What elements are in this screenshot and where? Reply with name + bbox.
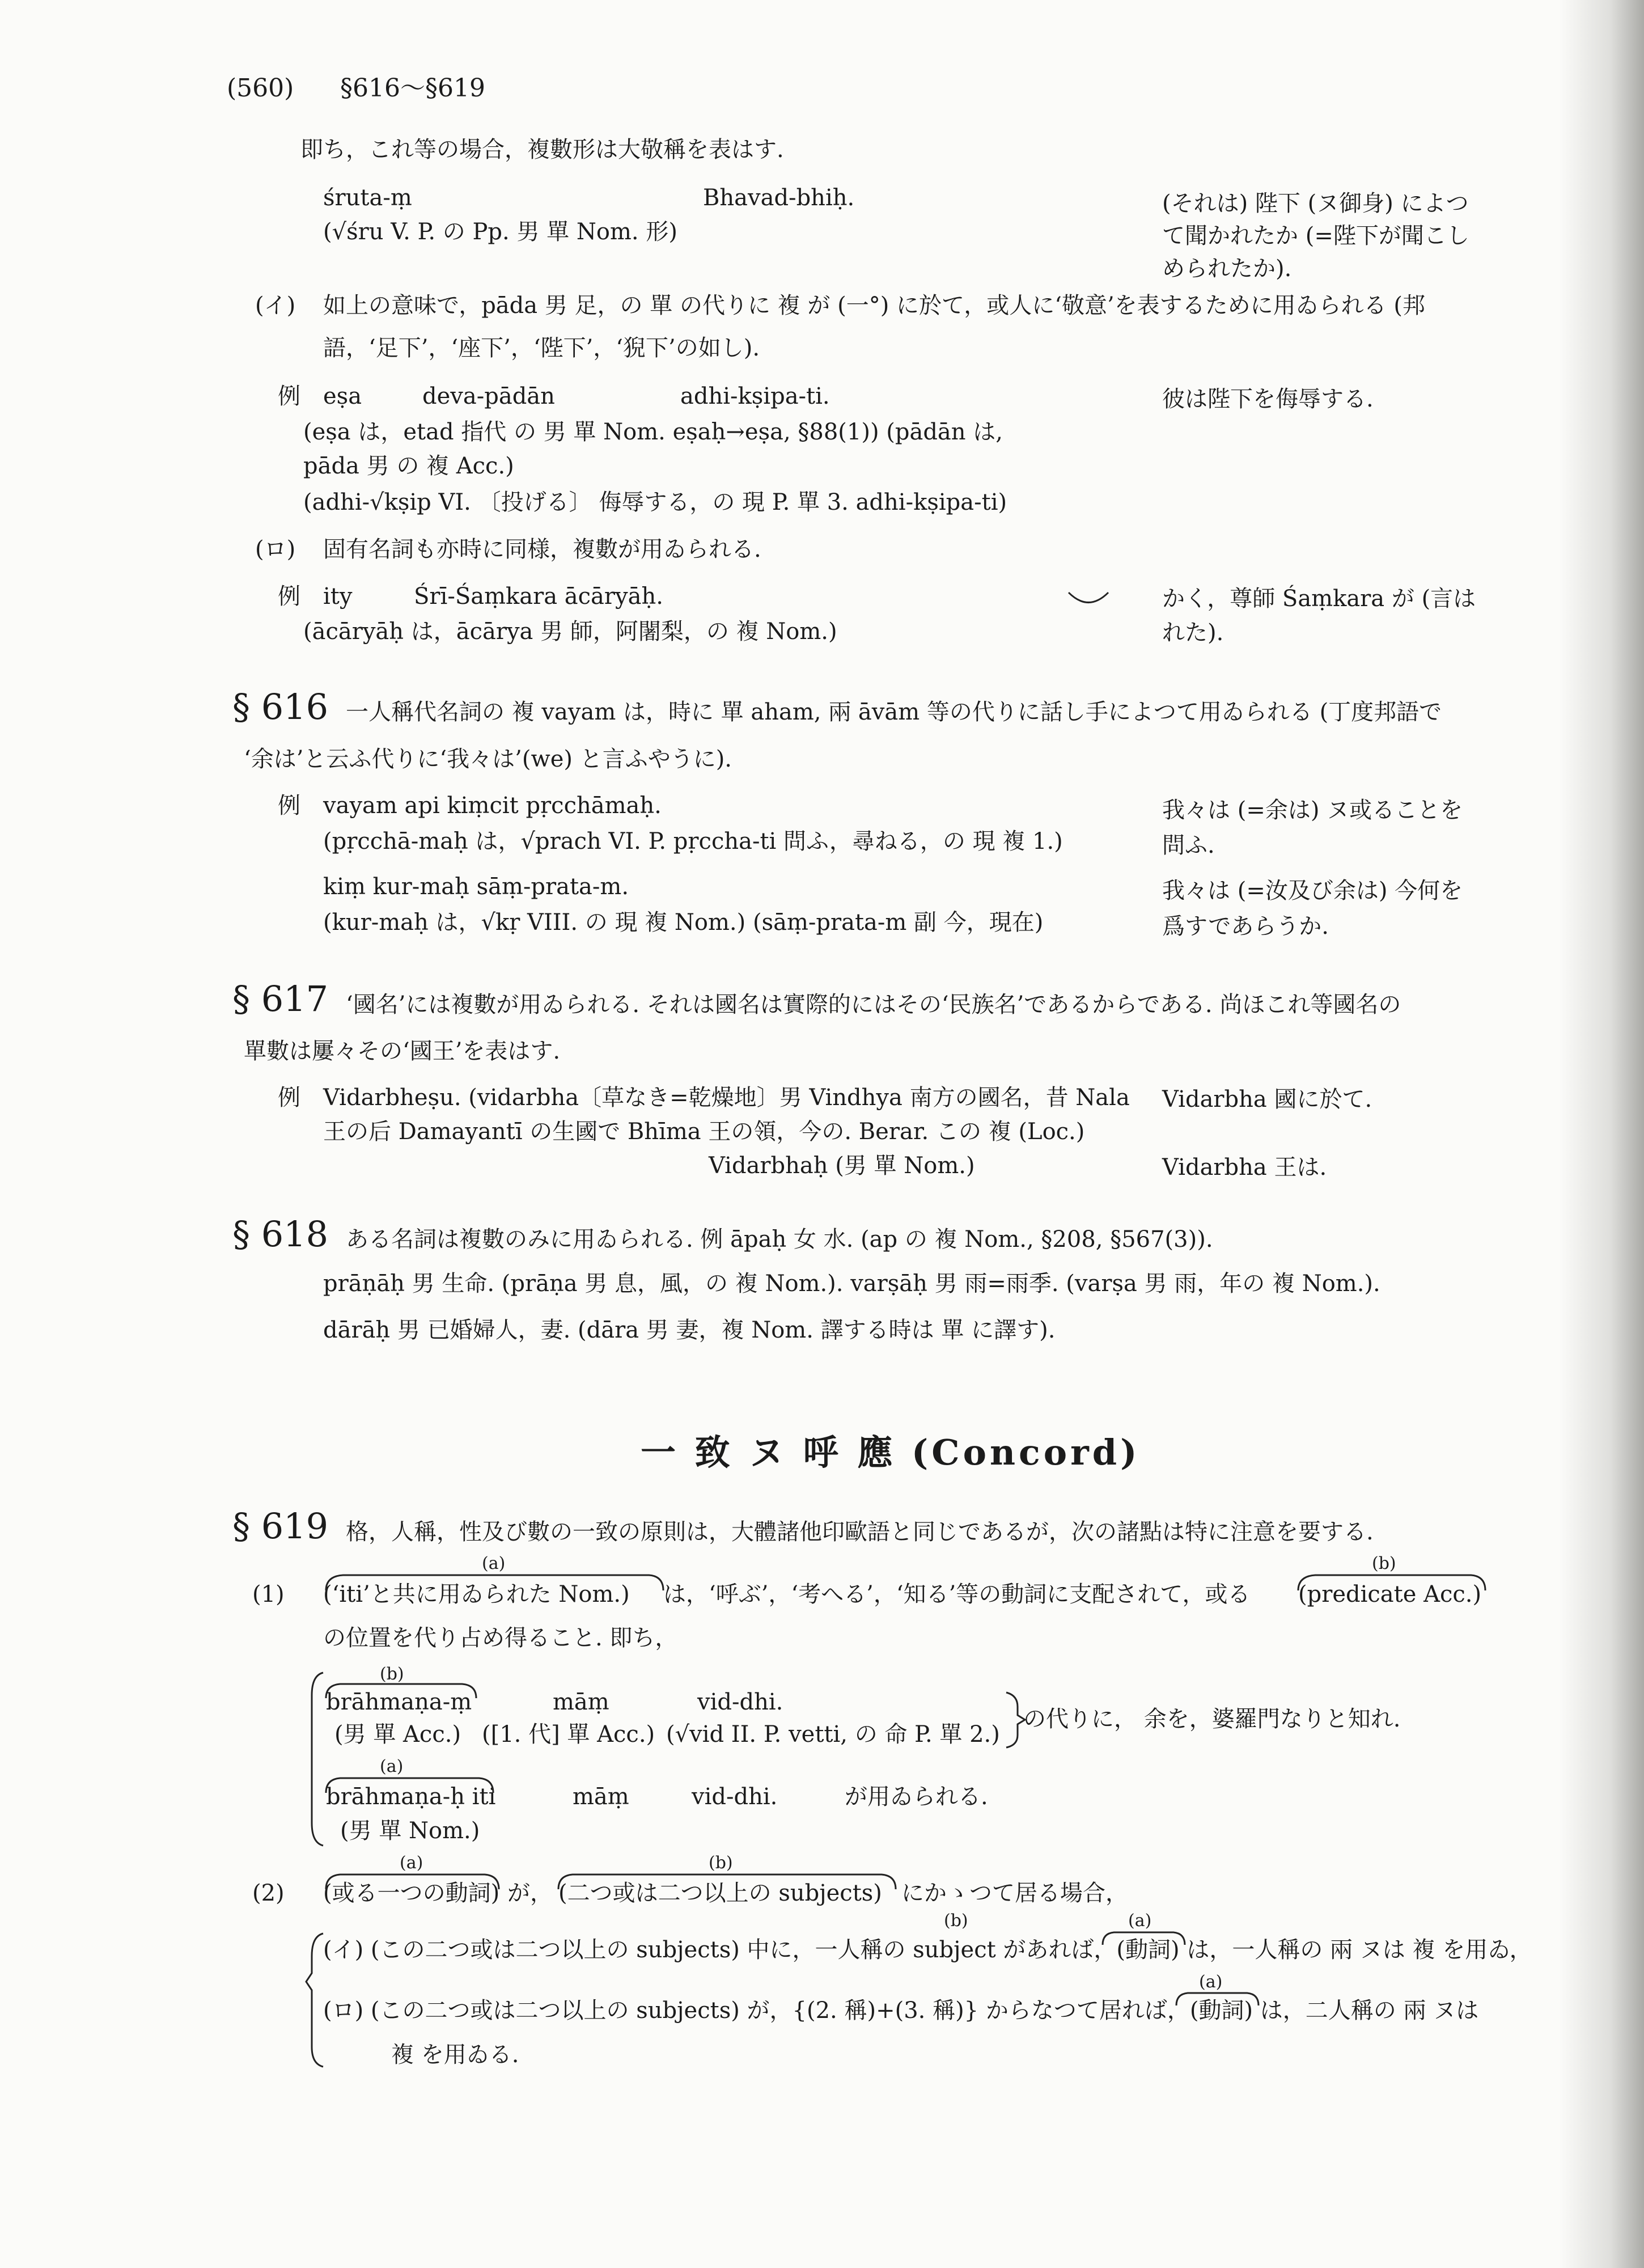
- page-edge-shadow: [1559, 0, 1644, 2268]
- section-617-line2: 單數は屢々その‘國王’を表はす.: [244, 1038, 561, 1064]
- p1-label-b: (b): [1372, 1554, 1396, 1573]
- section-616-line2: ‘余は’と云ふ代りに‘我々は’(we) と言ふやうに).: [244, 746, 732, 772]
- r1-note2: ([1. 代] 單 Acc.): [482, 1721, 655, 1747]
- subsection-ro-line1: 固有名詞も亦時に同様，複數が用ゐられる.: [323, 536, 761, 562]
- ex1-translation-3: められたか).: [1162, 256, 1292, 282]
- page-sections: §616〜§619: [340, 74, 485, 103]
- s616-ex2-translation-1: 我々は (=汝及び余は) 今何を: [1162, 878, 1463, 904]
- section-616-line1: 一人稱代名詞の 複 vayam は，時に 單 aham, 兩 āvām 等の代りに話し手によつて用ゐられる (丁度邦語で: [346, 699, 1442, 725]
- overbrace-r1: [326, 1684, 476, 1698]
- q1-label-b: (b): [944, 1911, 968, 1931]
- section-618-number: § 618: [232, 1213, 329, 1255]
- right-brace-r1: [1006, 1692, 1025, 1747]
- r1-word1: brāhmaṇa-ṃ: [326, 1689, 472, 1715]
- section-617-number: § 617: [232, 978, 329, 1019]
- overbrace-r2: [326, 1778, 493, 1793]
- ex2-word2: deva-pādān: [422, 383, 555, 409]
- subsection-i-mark: (イ): [255, 293, 296, 319]
- overbrace-p1c: [1298, 1575, 1485, 1590]
- ex3-translation-2: れた).: [1162, 620, 1224, 646]
- r1-note1: (男 單 Acc.): [334, 1721, 461, 1747]
- q1-label-a: (a): [1128, 1911, 1152, 1931]
- section-616-number: § 616: [232, 686, 329, 727]
- p1-part-c: (predicate Acc.): [1298, 1581, 1482, 1607]
- p2-mark: (2): [252, 1880, 285, 1906]
- q2-label-a: (a): [1199, 1972, 1223, 1992]
- r1-word3: vid-dhi.: [697, 1689, 783, 1715]
- r1-word2: māṃ: [553, 1689, 609, 1715]
- q1-line: (イ) (この二つ或は二つ以上の subjects) 中に，一人稱の subject があれば，(動詞) は，一人稱の 兩 ヌは 複 を用ゐ，: [323, 1937, 1532, 1963]
- overbrace-q2: [1176, 1993, 1259, 2005]
- r2-word2: māṃ: [573, 1784, 629, 1810]
- section-618-line3: dārāḥ 男 已婚婦人，妻. (dāra 男 妻，複 Nom. 譯する時は 單 に譯す).: [323, 1317, 1056, 1343]
- ex3-word1: ity: [323, 583, 353, 610]
- section-619-number: § 619: [232, 1505, 329, 1547]
- s616-ex1-note: (pṛcchā-maḥ は，√prach VI. P. pṛccha-ti 問ふ，尋ねる，の 現 複 1.): [323, 828, 1063, 854]
- p1-mark: (1): [252, 1581, 285, 1607]
- r2-note1: (男 單 Nom.): [340, 1818, 480, 1844]
- s616-ex1: vayam api kiṃcit pṛcchāmaḥ.: [323, 793, 662, 819]
- p2-part-b: が，: [507, 1880, 553, 1906]
- page-number: (560): [227, 74, 294, 103]
- p2-part-a: (或る一つの動詞): [323, 1880, 500, 1906]
- s617-rei: 例: [278, 1085, 300, 1111]
- q3-line: 複 を用ゐる.: [391, 2042, 519, 2068]
- s617-ex-line2: 王の后 Damayantī の生國で Bhīma 王の領，今の. Berar. この 複 (Loc.): [323, 1119, 1085, 1145]
- s617-translation-3: Vidarbha 王は.: [1162, 1154, 1327, 1180]
- ex1-translation-2: て聞かれたか (=陛下が聞こし: [1162, 223, 1469, 249]
- section-618-line2: prāṇāḥ 男 生命. (prāṇa 男 息，風，の 複 Nom.). varṣāḥ 男 雨=雨季. (varṣa 男 雨，年の 複 Nom.).: [323, 1271, 1380, 1297]
- s616-ex2-translation-2: 爲すであらうか.: [1162, 913, 1329, 940]
- s616-rei: 例: [278, 793, 300, 819]
- subsection-i-line2: 語，‘足下’，‘座下’，‘陛下’，‘猊下’の如し).: [323, 335, 760, 361]
- ex1-note: (√śru V. P. の Pp. 男 單 Nom. 形): [323, 219, 677, 245]
- subsection-i-line1: 如上の意味で，pāda 男 足，の 單 の代りに 複 が (一°) に於て，或人に‘敬意’を表するために用ゐられる (邦: [323, 293, 1425, 319]
- overbrace-p2a: [326, 1875, 499, 1889]
- ex2-rei: 例: [278, 383, 300, 409]
- overbrace-q1: [1103, 1932, 1185, 1945]
- subsection-ro-mark: (ロ): [255, 536, 296, 562]
- r1-translation: の代りに， 余を，婆羅門なりと知れ.: [1023, 1706, 1401, 1732]
- ex1-word1: śruta-ṃ: [323, 185, 412, 211]
- ex2-note3: (adhi-√kṣip VI. 〔投げる〕 侮辱する，の 現 P. 單 3. adhi-kṣipa-ti): [303, 489, 1007, 515]
- p2-label-a: (a): [400, 1853, 423, 1873]
- p2-label-b: (b): [709, 1853, 733, 1873]
- s616-ex1-translation-2: 問ふ.: [1162, 832, 1215, 858]
- p1-part-d: の位置を代り占め得ること. 即ち，: [323, 1625, 678, 1651]
- ex1-word2: Bhavad-bhiḥ.: [703, 185, 855, 211]
- r1-note3: (√vid II. P. vetti, の 命 P. 單 2.): [666, 1721, 1000, 1747]
- overbrace-p1a: [326, 1575, 663, 1590]
- overbrace-p2c: [558, 1875, 896, 1889]
- r2-translation: が用ゐられる.: [845, 1784, 988, 1810]
- intro-line: 即ち，これ等の場合，複數形は大敬稱を表はす.: [300, 137, 784, 163]
- section-619-line1: 格，人稱，性及び數の一致の原則は，大體諸他印歐語と同じであるが，次の諸點は特に注意を要する.: [346, 1519, 1374, 1545]
- s617-translation-1: Vidarbha 國に於て.: [1162, 1086, 1372, 1112]
- ex3-rei: 例: [278, 583, 300, 610]
- r2-word1: brāhmaṇa-ḥ iti: [326, 1784, 496, 1810]
- q2-line: (ロ) (この二つ或は二つ以上の subjects) が，{(2. 稱)+(3. 稱)} からなつて居れば，(動詞) は，二人稱の 兩 ヌは: [323, 1998, 1479, 2024]
- ex2-word1: eṣa: [323, 383, 362, 409]
- r2-word3: vid-dhi.: [692, 1784, 778, 1810]
- p1-part-a: (‘iti’と共に用ゐられた Nom.): [323, 1581, 630, 1607]
- ex2-translation: 彼は陛下を侮辱する.: [1162, 386, 1374, 412]
- left-brace-q: [306, 1933, 323, 2067]
- s616-ex1-translation-1: 我々は (=余は) ヌ或ることを: [1162, 797, 1463, 823]
- ligature-arc: [1069, 593, 1108, 603]
- s617-ex-line3: Vidarbhaḥ (男 單 Nom.): [709, 1153, 975, 1179]
- r2-label-a: (a): [380, 1757, 404, 1776]
- section-617-line1: ‘國名’には複數が用ゐられる. それは國名は實際的にはその‘民族名’であるからである. 尚ほこれ等國名の: [346, 992, 1401, 1018]
- ex2-note1: (eṣa は，etad 指代 の 男 單 Nom. eṣaḥ→eṣa, §88(1)) (pādān は,: [303, 419, 1003, 445]
- ex2-note2: pāda 男 の 複 Acc.): [303, 453, 514, 479]
- p1-part-b: は，‘呼ぶ’，‘考へる’，‘知る’等の動詞に支配されて，或る: [663, 1581, 1251, 1607]
- left-brace-r: [312, 1673, 323, 1846]
- concord-heading: 一 致 ヌ 呼 應 (Concord): [641, 1432, 1141, 1473]
- p2-part-c: (二つ或は二つ以上の subjects): [558, 1880, 882, 1906]
- section-618-line1: ある名詞は複數のみに用ゐられる. 例 āpaḥ 女 水. (ap の 複 Nom., §208, §567(3)).: [346, 1226, 1213, 1253]
- r1-label-b: (b): [380, 1664, 404, 1684]
- p2-part-d: にかゝつて居る場合，: [901, 1880, 1128, 1906]
- ex3-note1: (ācāryāḥ は，ācārya 男 師，阿闍梨，の 複 Nom.): [303, 619, 837, 645]
- ex2-word3: adhi-kṣipa-ti.: [680, 383, 830, 409]
- s616-ex2-note: (kur-maḥ は，√kṛ VIII. の 現 複 Nom.) (sāṃ-prata-m 副 今，現在): [323, 909, 1044, 936]
- p1-label-a: (a): [482, 1554, 506, 1573]
- ex3-translation-1: かく，尊師 Śaṃkara が (言は: [1162, 586, 1476, 612]
- s616-ex2: kiṃ kur-maḥ sāṃ-prata-m.: [323, 874, 629, 900]
- ex3-word2: Śrī-Śaṃkara ācāryāḥ.: [414, 583, 663, 610]
- ex1-translation-1: (それは) 陛下 (ヌ御身) によつ: [1162, 191, 1469, 217]
- s617-ex-line1: Vidarbheṣu. (vidarbha〔草なき=乾燥地〕男 Vindhya 南方の國名，昔 Nala: [323, 1085, 1130, 1111]
